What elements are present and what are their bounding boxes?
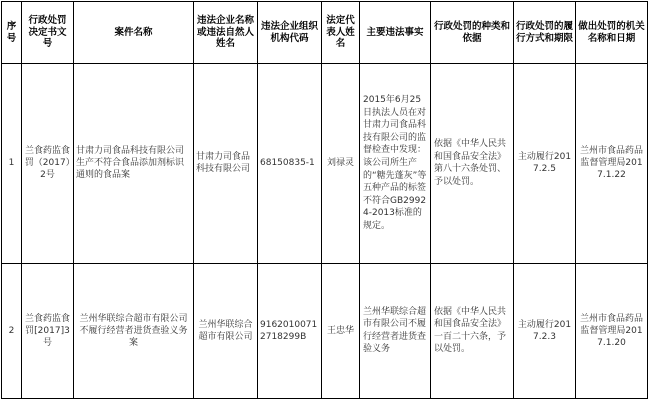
cell-org-code: 91620100712718299B	[258, 263, 322, 398]
cell-doc-no: 兰食药监食罚（2017）2号	[22, 64, 74, 264]
header-legal-rep: 法定代表人姓名	[322, 2, 360, 64]
header-case-name: 案件名称	[74, 2, 194, 64]
cell-facts: 2015年6月25日执法人员在对甘肃力司食品科技有限公司的监督检查中发现：该公司所生产的“糖先蓬灰”等五种产品的标签不符合GB29924-2013标准的规定。	[360, 64, 431, 264]
cell-penalty-basis: 依据《中华人民共和国食品安全法》一百二十六条，予以处罚。	[431, 263, 514, 398]
cell-authority-date: 兰州市食品药品监督管理局2017.1.22	[576, 64, 648, 264]
cell-org-code: 68150835-1	[258, 64, 322, 264]
header-facts: 主要违法事实	[360, 2, 431, 64]
header-method-deadline: 行政处罚的履行方式和期限	[514, 2, 576, 64]
cell-seq: 2	[2, 263, 22, 398]
cell-seq: 1	[2, 64, 22, 264]
header-org-code: 违法企业组织机构代码	[258, 2, 322, 64]
cell-authority-date: 兰州市食品药品监督管理局2017.1.20	[576, 263, 648, 398]
cell-method-deadline: 主动履行2017.2.5	[514, 64, 576, 264]
cell-legal-rep: 王忠华	[322, 263, 360, 398]
cell-legal-rep: 刘禄灵	[322, 64, 360, 264]
table-row	[2, 263, 648, 398]
header-company: 违法企业名称或违法自然人姓名	[194, 2, 258, 64]
header-seq: 序号	[2, 2, 22, 64]
cell-facts: 兰州华联综合超市有限公司不履行经营者进货查验义务	[360, 263, 431, 398]
cell-company: 甘肃力司食品科技有限公司	[194, 64, 258, 264]
table-row	[2, 64, 648, 264]
penalty-table	[1, 1, 648, 399]
cell-case-name: 甘肃力司食品科技有限公司生产不符合食品添加剂标识通则的食品案	[74, 64, 194, 264]
cell-method-deadline: 主动履行2017.2.3	[514, 263, 576, 398]
header-row	[2, 2, 648, 64]
cell-company: 兰州华联综合超市有限公司	[194, 263, 258, 398]
header-doc-no: 行政处罚决定书文号	[22, 2, 74, 64]
cell-penalty-basis: 依据《中华人民共和国食品安全法》第八十六条处罚、予以处罚。	[431, 64, 514, 264]
header-penalty-basis: 行政处罚的种类和依据	[431, 2, 514, 64]
cell-doc-no: 兰食药监食罚[2017]3号	[22, 263, 74, 398]
header-authority-date: 做出处罚的机关名称和日期	[576, 2, 648, 64]
cell-case-name: 兰州华联综合超市有限公司不履行经营者进货查验义务案	[74, 263, 194, 398]
